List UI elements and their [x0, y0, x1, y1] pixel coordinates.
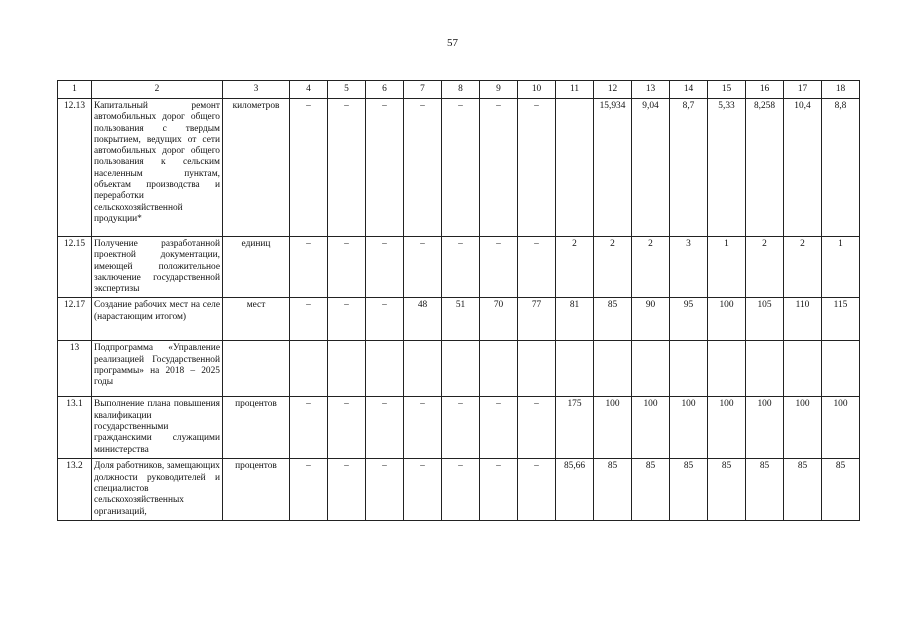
column-header: 17: [784, 81, 822, 99]
table-cell: –: [366, 298, 404, 341]
column-header: 6: [366, 81, 404, 99]
header-row: [58, 81, 860, 99]
column-header: 7: [404, 81, 442, 99]
table-cell: 85: [784, 459, 822, 520]
table-cell: 115: [822, 298, 860, 341]
table-cell: –: [518, 99, 556, 237]
table-cell: [746, 341, 784, 397]
column-header: 13: [632, 81, 670, 99]
table-cell: 100: [632, 397, 670, 459]
indicator-code: 13: [58, 341, 92, 397]
column-header: 8: [442, 81, 480, 99]
table-cell: 15,934: [594, 99, 632, 237]
indicator-code: 12.13: [58, 99, 92, 237]
table-cell: –: [442, 459, 480, 520]
table-cell: [518, 341, 556, 397]
table-cell: 85: [708, 459, 746, 520]
indicator-unit: процентов: [223, 397, 290, 459]
table-cell: –: [518, 237, 556, 298]
indicator-name: Подпрограмма «Управление реализацией Государственной программы» на 2018 – 2025 годы: [92, 341, 223, 397]
table-cell: –: [480, 397, 518, 459]
table-row: [58, 298, 860, 341]
table-row: [58, 99, 860, 237]
table-cell: 85: [632, 459, 670, 520]
column-header: 1: [58, 81, 92, 99]
table-cell: 48: [404, 298, 442, 341]
table-cell: [556, 99, 594, 237]
indicator-code: 13.2: [58, 459, 92, 520]
table-cell: –: [366, 459, 404, 520]
column-header: 12: [594, 81, 632, 99]
table-cell: –: [290, 237, 328, 298]
table-cell: –: [290, 298, 328, 341]
table-cell: 175: [556, 397, 594, 459]
table-row: [58, 341, 860, 397]
table-cell: 100: [822, 397, 860, 459]
indicator-unit: единиц: [223, 237, 290, 298]
table-cell: 8,258: [746, 99, 784, 237]
table-cell: 100: [708, 298, 746, 341]
column-header: 16: [746, 81, 784, 99]
table-cell: –: [404, 397, 442, 459]
table-cell: 81: [556, 298, 594, 341]
table-cell: –: [366, 99, 404, 237]
table-cell: [556, 341, 594, 397]
table-cell: [784, 341, 822, 397]
table-cell: –: [290, 459, 328, 520]
table-cell: [442, 341, 480, 397]
table-cell: 100: [784, 397, 822, 459]
table-cell: 90: [632, 298, 670, 341]
indicator-name: Получение разработанной проектной документации, имеющей положительное заключение государственной экспертизы: [92, 237, 223, 298]
table-cell: 85: [670, 459, 708, 520]
table-cell: 8,8: [822, 99, 860, 237]
table-cell: [328, 341, 366, 397]
table-cell: 2: [746, 237, 784, 298]
table-row: [58, 397, 860, 459]
table-cell: [594, 341, 632, 397]
table-cell: 85: [746, 459, 784, 520]
table-cell: 85: [594, 459, 632, 520]
indicator-code: 12.15: [58, 237, 92, 298]
table-cell: 70: [480, 298, 518, 341]
column-header: 5: [328, 81, 366, 99]
indicator-unit: километров: [223, 99, 290, 237]
table-cell: [404, 341, 442, 397]
table-cell: [708, 341, 746, 397]
table-cell: 51: [442, 298, 480, 341]
table-cell: 85: [594, 298, 632, 341]
table-cell: [670, 341, 708, 397]
indicator-unit: процентов: [223, 459, 290, 520]
indicator-name: Создание рабочих мест на селе (нарастающим итогом): [92, 298, 223, 341]
table-cell: –: [480, 459, 518, 520]
column-header: 9: [480, 81, 518, 99]
table-cell: –: [442, 237, 480, 298]
table-cell: 110: [784, 298, 822, 341]
column-header: 2: [92, 81, 223, 99]
table-cell: –: [328, 298, 366, 341]
table-cell: –: [404, 99, 442, 237]
column-header: 15: [708, 81, 746, 99]
table-cell: 105: [746, 298, 784, 341]
table-cell: –: [328, 397, 366, 459]
table-cell: 100: [708, 397, 746, 459]
table-cell: –: [404, 237, 442, 298]
table-cell: –: [290, 397, 328, 459]
table-row: [58, 459, 860, 520]
table-cell: 2: [556, 237, 594, 298]
table-cell: –: [442, 397, 480, 459]
column-header: 11: [556, 81, 594, 99]
table-cell: 100: [670, 397, 708, 459]
table-cell: 10,4: [784, 99, 822, 237]
table-cell: [366, 341, 404, 397]
table-cell: –: [480, 237, 518, 298]
table-cell: 1: [822, 237, 860, 298]
table-cell: 2: [784, 237, 822, 298]
table-cell: –: [328, 459, 366, 520]
indicator-unit: [223, 341, 290, 397]
table-cell: 85,66: [556, 459, 594, 520]
table-cell: [480, 341, 518, 397]
table-cell: –: [328, 99, 366, 237]
table-cell: 2: [594, 237, 632, 298]
table-cell: 3: [670, 237, 708, 298]
indicator-name: Доля работников, замещающих должности руководителей и специалистов сельскохозяйственных организаций,: [92, 459, 223, 520]
table-cell: 100: [746, 397, 784, 459]
column-header: 4: [290, 81, 328, 99]
table-cell: –: [518, 397, 556, 459]
column-header: 3: [223, 81, 290, 99]
table-cell: –: [518, 459, 556, 520]
table-cell: 95: [670, 298, 708, 341]
column-header: 14: [670, 81, 708, 99]
column-header: 18: [822, 81, 860, 99]
column-header: 10: [518, 81, 556, 99]
table-cell: 100: [594, 397, 632, 459]
table-cell: –: [442, 99, 480, 237]
table-cell: 1: [708, 237, 746, 298]
table-cell: –: [366, 397, 404, 459]
table-cell: [632, 341, 670, 397]
indicator-name: Капитальный ремонт автомобильных дорог общего пользования с твердым покрытием, ведущих от сети автомобильных дорог общего пользования к сельским населенным пунктам, объектам производства и переработки сельскохозяйственной продукции*: [92, 99, 223, 237]
table-cell: 77: [518, 298, 556, 341]
table-cell: [290, 341, 328, 397]
indicator-code: 13.1: [58, 397, 92, 459]
table-cell: 5,33: [708, 99, 746, 237]
table-cell: –: [404, 459, 442, 520]
table-cell: 85: [822, 459, 860, 520]
indicator-unit: мест: [223, 298, 290, 341]
table-cell: [822, 341, 860, 397]
table-cell: 2: [632, 237, 670, 298]
table-cell: –: [366, 237, 404, 298]
table-cell: 9,04: [632, 99, 670, 237]
indicator-code: 12.17: [58, 298, 92, 341]
table-cell: –: [328, 237, 366, 298]
indicators-table: [57, 80, 860, 521]
indicator-name: Выполнение плана повышения квалификации государственными гражданскими служащими министерства: [92, 397, 223, 459]
table-cell: –: [290, 99, 328, 237]
table-cell: 8,7: [670, 99, 708, 237]
table-cell: –: [480, 99, 518, 237]
page-number: 57: [447, 37, 458, 49]
table-row: [58, 237, 860, 298]
